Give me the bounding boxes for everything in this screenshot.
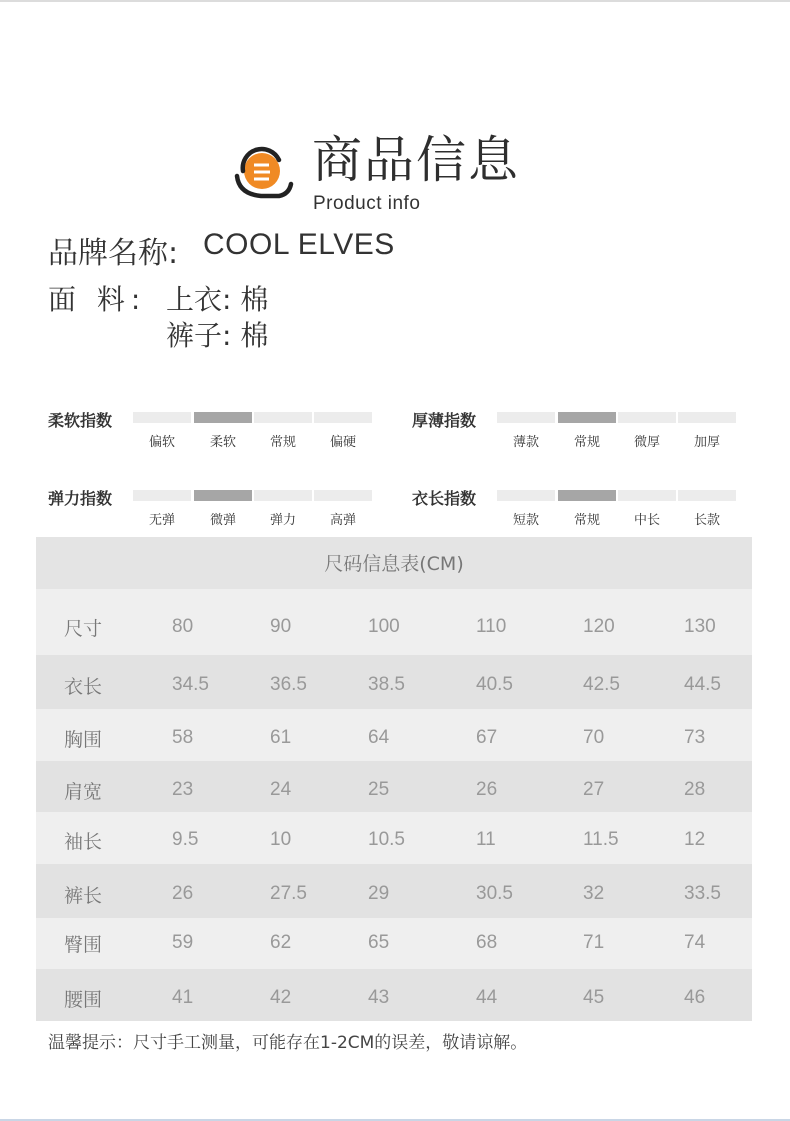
table-cell: 45 [583, 987, 605, 1008]
table-cell: 58 [172, 727, 194, 748]
scale-option: 弹力 [269, 513, 296, 528]
table-row [36, 761, 752, 812]
table-cell: 28 [684, 779, 706, 800]
size-table-title: 尺码信息表(CM) [36, 537, 752, 589]
scale-option: 微厚 [633, 435, 660, 450]
scale-segment [133, 412, 191, 423]
table-cell: 70 [583, 727, 605, 748]
scale-option: 无弹 [148, 513, 175, 528]
table-cell: 26 [172, 883, 194, 904]
table-cell: 64 [368, 727, 390, 748]
scale-option: 常规 [269, 435, 296, 450]
table-cell: 36.5 [270, 674, 307, 695]
table-cell: 10 [270, 829, 292, 850]
table-cell: 41 [172, 987, 194, 1008]
table-cell: 130 [684, 616, 716, 637]
table-cell: 44.5 [684, 674, 721, 695]
table-cell: 11 [476, 829, 496, 850]
scale-segment [314, 412, 372, 423]
scale-option: 常规 [573, 513, 600, 528]
scale-segment [558, 490, 616, 501]
table-cell: 10.5 [368, 829, 405, 850]
scale-option: 微弹 [209, 513, 236, 528]
measurement-note: 温馨提示：尺寸手工测量，可能存在1-2CM的误差，敬请谅解。 [48, 1033, 528, 1053]
table-cell: 27 [583, 779, 605, 800]
scale-option: 长款 [693, 513, 720, 528]
scale-segment [133, 490, 191, 501]
table-cell: 30.5 [476, 883, 513, 904]
table-cell: 90 [270, 616, 292, 637]
scale-option: 薄款 [512, 435, 539, 450]
scale-title: 厚薄指数 [412, 411, 477, 430]
table-cell: 67 [476, 727, 498, 748]
scale-segment [497, 412, 555, 423]
table-row [36, 655, 752, 709]
length-scale [412, 486, 772, 532]
table-cell: 110 [476, 616, 507, 637]
table-cell: 65 [368, 932, 390, 953]
table-cell: 24 [270, 779, 292, 800]
table-cell: 71 [583, 932, 605, 953]
scale-option: 偏硬 [329, 435, 356, 450]
page-subtitle: Product info [313, 193, 421, 214]
scale-segment [497, 490, 555, 501]
table-cell: 46 [684, 987, 706, 1008]
scale-segment [194, 490, 252, 501]
product-info-logo-icon [229, 140, 295, 206]
top-divider [0, 0, 790, 2]
table-cell: 74 [684, 932, 706, 953]
table-cell: 42 [270, 987, 292, 1008]
table-cell: 26 [476, 779, 498, 800]
scale-title: 弹力指数 [48, 489, 113, 508]
table-cell: 120 [583, 616, 615, 637]
scale-option: 中长 [633, 513, 660, 528]
material-pants: 裤子: 棉 [166, 319, 269, 352]
row-label: 裤长 [64, 885, 103, 907]
table-cell: 34.5 [172, 674, 209, 695]
scale-segment [254, 490, 312, 501]
table-row [36, 969, 752, 1021]
scale-segment [194, 412, 252, 423]
table-row [36, 709, 752, 761]
table-cell: 29 [368, 883, 390, 904]
scale-option: 高弹 [329, 513, 356, 528]
table-cell: 40.5 [476, 674, 513, 695]
scale-segment [314, 490, 372, 501]
table-cell: 43 [368, 987, 390, 1008]
table-cell: 68 [476, 932, 498, 953]
elasticity-scale [48, 486, 408, 532]
table-cell: 100 [368, 616, 400, 637]
scale-bar [497, 412, 737, 450]
thickness-scale [412, 408, 772, 454]
scale-bar [133, 412, 373, 450]
row-label: 尺寸 [64, 618, 103, 640]
scale-option: 偏软 [148, 435, 175, 450]
row-label: 腰围 [64, 989, 103, 1011]
page-title: 商品信息 [312, 131, 520, 189]
table-cell: 12 [684, 829, 706, 850]
scale-title: 柔软指数 [48, 411, 113, 430]
scale-option: 加厚 [693, 435, 720, 450]
brand-value: COOL ELVES [203, 228, 395, 261]
row-label: 衣长 [64, 676, 103, 698]
row-label: 袖长 [64, 831, 103, 853]
table-cell: 59 [172, 932, 194, 953]
scale-segment [254, 412, 312, 423]
table-cell: 27.5 [270, 883, 307, 904]
scale-option: 柔软 [209, 435, 236, 450]
material-top: 上衣: 棉 [166, 283, 269, 316]
table-row [36, 918, 752, 969]
row-label: 胸围 [64, 729, 103, 751]
scale-segment [558, 412, 616, 423]
row-label: 肩宽 [64, 781, 103, 803]
table-cell: 80 [172, 616, 194, 637]
scale-bar [497, 490, 737, 528]
scale-segment [618, 412, 676, 423]
table-cell: 33.5 [684, 883, 721, 904]
table-cell: 42.5 [583, 674, 620, 695]
table-cell: 44 [476, 987, 498, 1008]
table-cell: 73 [684, 727, 706, 748]
table-row [36, 864, 752, 918]
scale-bar [133, 490, 373, 528]
table-cell: 25 [368, 779, 390, 800]
material-label: 面 料: [48, 283, 147, 316]
size-table [36, 537, 752, 1021]
table-cell: 32 [583, 883, 605, 904]
table-row [36, 589, 752, 655]
table-cell: 23 [172, 779, 194, 800]
table-cell: 11.5 [583, 829, 619, 850]
scale-segment [618, 490, 676, 501]
table-cell: 9.5 [172, 829, 199, 850]
scale-title: 衣长指数 [412, 489, 477, 508]
table-cell: 38.5 [368, 674, 405, 695]
scale-segment [678, 490, 736, 501]
table-row [36, 812, 752, 864]
softness-scale [48, 408, 408, 454]
table-cell: 62 [270, 932, 292, 953]
brand-label: 品牌名称: [48, 236, 179, 271]
scale-option: 短款 [512, 513, 539, 528]
row-label: 臀围 [64, 934, 103, 956]
scale-option: 常规 [573, 435, 600, 450]
scale-segment [678, 412, 736, 423]
table-cell: 61 [270, 727, 292, 748]
